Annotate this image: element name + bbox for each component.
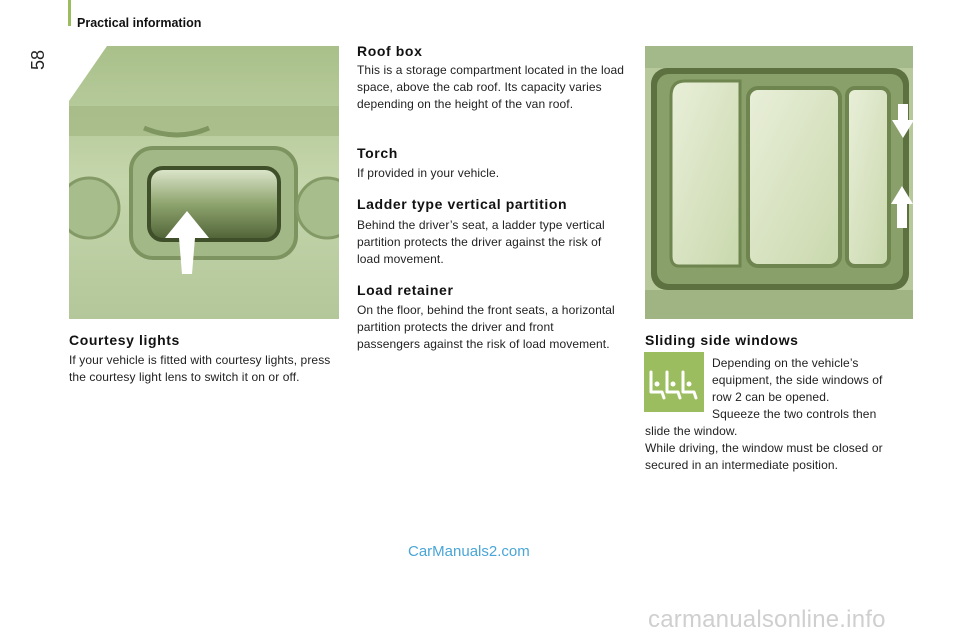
- courtesy-light-photo: [69, 46, 339, 319]
- sliding-windows-line3: row 2 can be opened.: [712, 390, 830, 404]
- courtesy-lights-text: If your vehicle is fitted with courtesy lights, press the courtesy light lens to switch it on or off.: [69, 353, 331, 384]
- seat-row-badge: [644, 352, 704, 412]
- ladder-partition-text: Behind the driver’s seat, a ladder type vertical partition protects the driver against the risk of load movement.: [357, 218, 605, 266]
- sliding-windows-line1: Depending on the vehicle’s: [712, 356, 859, 370]
- roof-box-heading: Roof box: [357, 43, 423, 59]
- section-title: Practical information: [77, 16, 202, 30]
- torch-heading: Torch: [357, 145, 398, 161]
- roof-box-text: This is a storage compartment located in the load space, above the cab roof. Its capacity varies depending on the height of the van roof.: [357, 63, 625, 111]
- watermark-carmanualsonline: carmanualsonline.info: [648, 606, 886, 633]
- load-retainer-heading: Load retainer: [357, 282, 454, 298]
- sliding-windows-line7: secured in an intermediate position.: [645, 458, 839, 472]
- sliding-windows-line4: Squeeze the two controls then: [712, 407, 877, 421]
- sliding-windows-line5: slide the window.: [645, 424, 738, 438]
- sliding-windows-line2: equipment, the side windows of: [712, 373, 883, 387]
- sliding-window-photo: [645, 46, 913, 319]
- torch-text: If provided in your vehicle.: [357, 166, 500, 180]
- sliding-windows-line6: While driving, the window must be closed or: [645, 441, 883, 455]
- page-number: 58: [28, 49, 48, 70]
- watermark-carmanuals2: CarManuals2.com: [408, 543, 530, 560]
- sliding-windows-heading: Sliding side windows: [645, 332, 799, 348]
- header-accent-bar: [68, 0, 71, 26]
- courtesy-lights-heading: Courtesy lights: [69, 332, 180, 348]
- load-retainer-text: On the floor, behind the front seats, a horizontal partition protects the driver and front passengers against the risk of load movement.: [357, 303, 615, 351]
- seat-row-icon: [644, 352, 704, 412]
- ladder-partition-heading: Ladder type vertical partition: [357, 196, 568, 212]
